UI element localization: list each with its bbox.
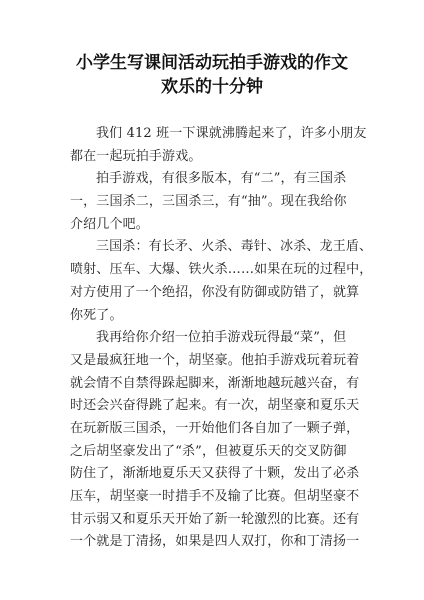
body-line: 甘示弱又和夏乐天开始了新一轮激烈的比赛。还有 xyxy=(70,511,360,527)
body-line: 三国杀：有长矛、火杀、毒针、冰杀、龙王盾、 xyxy=(96,239,373,255)
body-line: 我们 412 班一下课就沸腾起来了，许多小朋友 xyxy=(96,126,367,141)
body-line: 时还会兴奋得跳了起来。有一次，胡坚豪和夏乐天 xyxy=(70,398,360,414)
body-line: 在玩新版三国杀，一开始他们各自加了一颗子弹， xyxy=(70,420,360,436)
body-line: 对方使用了一个绝招，你没有防御或防错了，就算 xyxy=(70,284,360,300)
body-line: 又是最疯狂地一个，胡坚豪。他拍手游戏玩着玩着 xyxy=(70,352,360,368)
body-line: 拍手游戏，有很多版本，有“二”，有三国杀 xyxy=(96,171,347,187)
body-line: 我再给你介绍一位拍手游戏玩得最“菜”，但 xyxy=(96,330,347,346)
body-line: 压车，胡坚豪一时措手不及输了比赛。但胡坚豪不 xyxy=(70,489,360,504)
title-line-1: 小学生写课间活动玩拍手游戏的作文 xyxy=(76,53,348,73)
body-line: 介绍几个吧。 xyxy=(70,216,149,232)
body-line: 一个就是丁清扬，如果是四人双打，你和丁清扬一 xyxy=(70,534,360,550)
title-line-2: 欢乐的十分钟 xyxy=(161,77,263,97)
body-line: 之后胡坚豪发出了“杀”，但被夏乐天的交叉防御 xyxy=(70,443,347,459)
body-line: 防住了，渐渐地夏乐天又获得了十颗，发出了必杀 xyxy=(70,466,360,482)
body-line: 你死了。 xyxy=(70,307,123,323)
body-line: 喷射、压车、大爆、铁火杀……如果在玩的过程中， xyxy=(70,262,373,278)
body-line: 就会情不自禁得跺起脚来，渐渐地越玩越兴奋，有 xyxy=(70,375,360,391)
essay-body xyxy=(70,123,373,554)
body-line: 一，三国杀二，三国杀三，有“抽”。现在我给你 xyxy=(70,194,347,210)
body-line: 都在一起玩拍手游戏。 xyxy=(70,148,202,164)
